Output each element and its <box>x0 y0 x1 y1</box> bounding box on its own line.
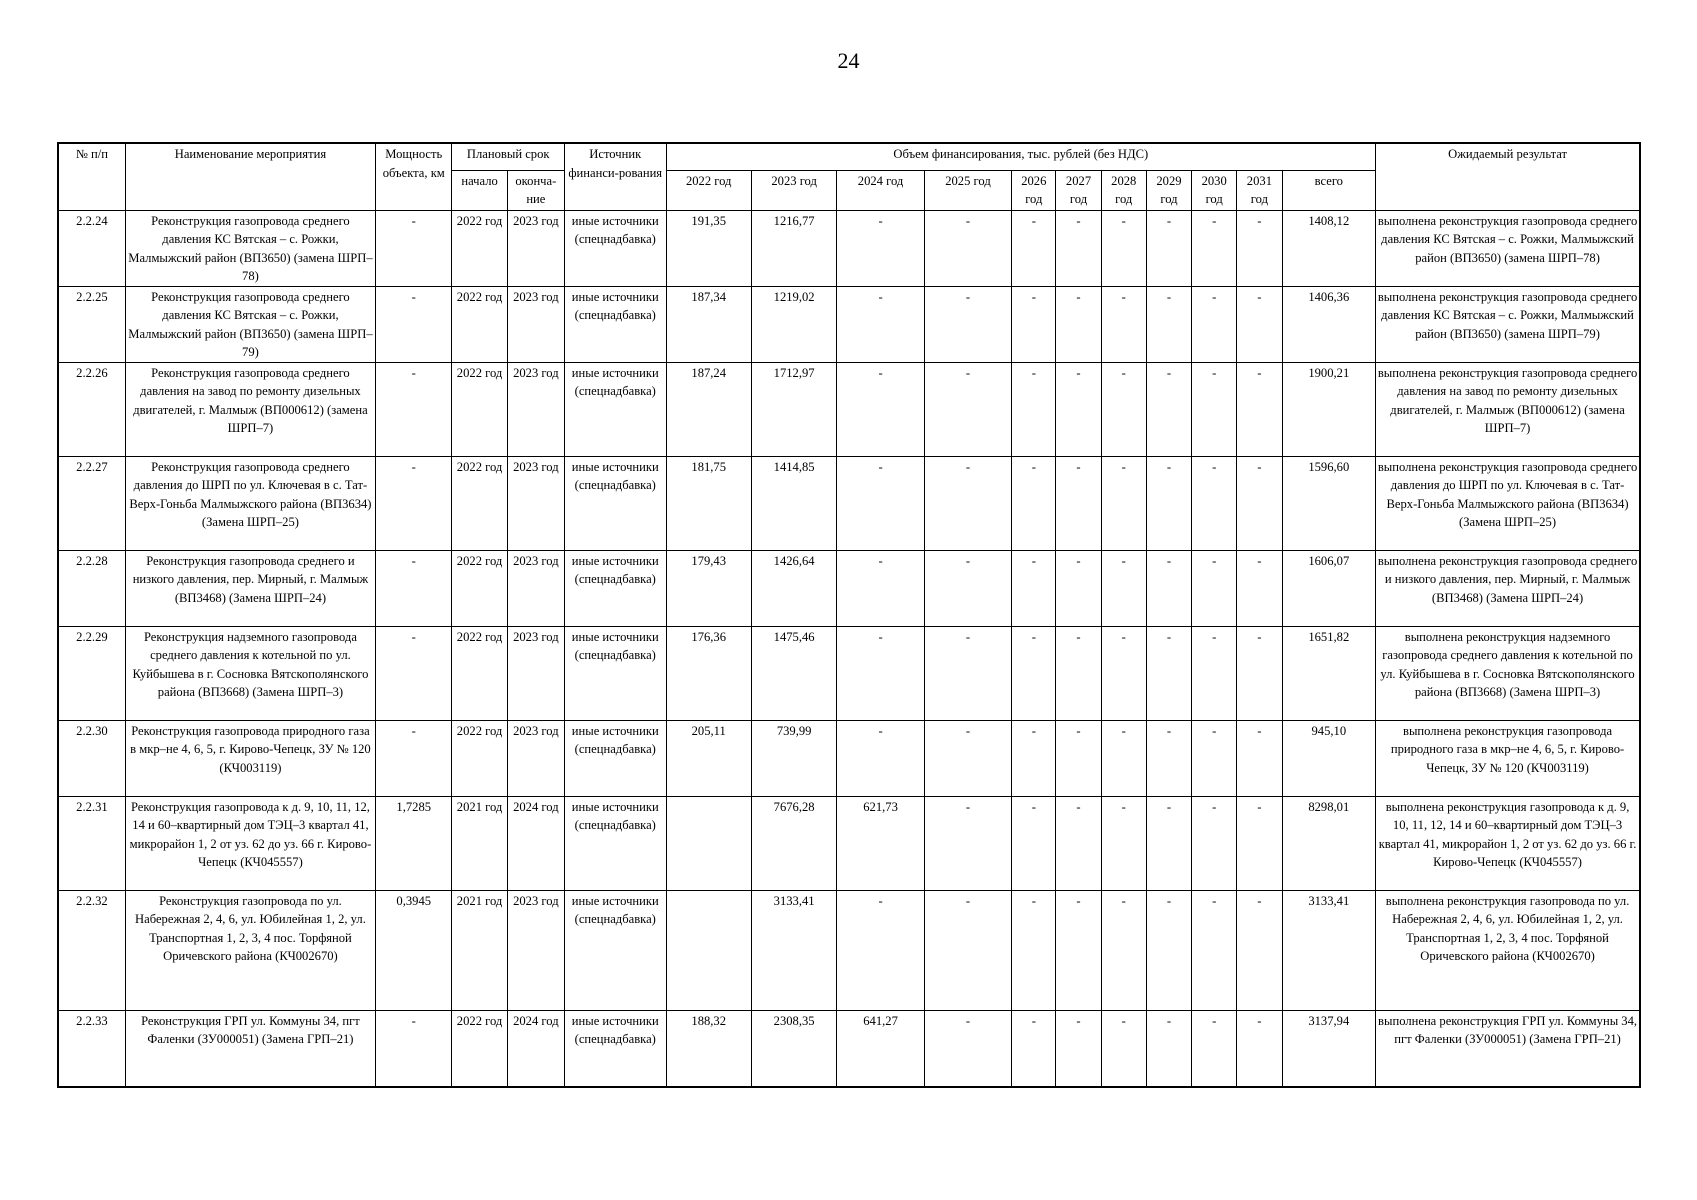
cell-2030: - <box>1192 890 1237 1010</box>
header-result: Ожидаемый результат <box>1376 143 1640 210</box>
cell-2022: 187,34 <box>666 286 751 362</box>
cell-start: 2021 год <box>452 796 507 890</box>
cell-2031: - <box>1237 286 1282 362</box>
table-row <box>58 210 1640 286</box>
cell-start: 2021 год <box>452 890 507 1010</box>
cell-2027: - <box>1056 286 1101 362</box>
cell-start: 2022 год <box>452 456 507 550</box>
cell-2027: - <box>1056 720 1101 796</box>
page-number: 24 <box>837 48 860 73</box>
cell-2023: 1712,97 <box>751 362 836 456</box>
cell-2024: - <box>837 626 924 720</box>
table-header <box>58 143 1640 210</box>
header-year-2023: 2023 год <box>751 170 836 210</box>
funding-plan-table <box>57 142 1641 1088</box>
cell-source: иные источники (спецнадбавка) <box>565 210 667 286</box>
cell-2030: - <box>1192 210 1237 286</box>
cell-2022 <box>666 890 751 1010</box>
cell-2030: - <box>1192 1010 1237 1087</box>
cell-total: 1406,36 <box>1282 286 1376 362</box>
cell-2029: - <box>1146 1010 1191 1087</box>
cell-2025: - <box>924 890 1011 1010</box>
cell-result: выполнена реконструкция газопровода среднего давления КС Вятская – с. Рожки, Малмыжский район (ВП3650) (замена ШРП–78) <box>1376 210 1640 286</box>
header-year-2031: 2031 год <box>1237 170 1282 210</box>
cell-2029: - <box>1146 796 1191 890</box>
cell-start: 2022 год <box>452 626 507 720</box>
cell-num: 2.2.27 <box>58 456 125 550</box>
cell-capacity: - <box>376 550 452 626</box>
cell-2026: - <box>1012 720 1056 796</box>
cell-2031: - <box>1237 550 1282 626</box>
table-body <box>58 210 1640 1087</box>
cell-num: 2.2.25 <box>58 286 125 362</box>
header-year-2029: 2029 год <box>1146 170 1191 210</box>
cell-total: 945,10 <box>1282 720 1376 796</box>
cell-capacity: 0,3945 <box>376 890 452 1010</box>
table-row <box>58 362 1640 456</box>
cell-start: 2022 год <box>452 550 507 626</box>
cell-end: 2023 год <box>507 720 564 796</box>
cell-2028: - <box>1101 626 1146 720</box>
cell-capacity: - <box>376 286 452 362</box>
cell-name: Реконструкция газопровода по ул. Набережная 2, 4, 6, ул. Юбилейная 1, 2, ул. Транспортная 1, 2, 3, 4 пос. Торфяной Оричевского района (КЧ002670) <box>125 890 375 1010</box>
cell-2022: 191,35 <box>666 210 751 286</box>
cell-2024: - <box>837 456 924 550</box>
cell-2027: - <box>1056 362 1101 456</box>
cell-2028: - <box>1101 796 1146 890</box>
cell-2031: - <box>1237 796 1282 890</box>
cell-2025: - <box>924 796 1011 890</box>
cell-source: иные источники (спецнадбавка) <box>565 550 667 626</box>
cell-2026: - <box>1012 626 1056 720</box>
cell-end: 2023 год <box>507 286 564 362</box>
cell-2031: - <box>1237 720 1282 796</box>
cell-2029: - <box>1146 626 1191 720</box>
cell-2027: - <box>1056 1010 1101 1087</box>
cell-2027: - <box>1056 890 1101 1010</box>
cell-2030: - <box>1192 456 1237 550</box>
cell-start: 2022 год <box>452 720 507 796</box>
cell-2024: - <box>837 210 924 286</box>
cell-2022 <box>666 796 751 890</box>
cell-num: 2.2.31 <box>58 796 125 890</box>
cell-2023: 739,99 <box>751 720 836 796</box>
cell-2024: - <box>837 720 924 796</box>
cell-name: Реконструкция газопровода к д. 9, 10, 11, 12, 14 и 60–квартирный дом ТЭЦ–3 квартал 41, микрорайон 1, 2 от уз. 62 до уз. 66 г. Кирово-Чепецк (КЧ045557) <box>125 796 375 890</box>
header-source: Источник финанси-рования <box>565 143 667 210</box>
cell-result: выполнена реконструкция газопровода среднего и низкого давления, пер. Мирный, г. Малмыж (ВП3468) (Замена ШРП–24) <box>1376 550 1640 626</box>
cell-capacity: - <box>376 456 452 550</box>
cell-2030: - <box>1192 286 1237 362</box>
cell-2026: - <box>1012 286 1056 362</box>
cell-2024: 621,73 <box>837 796 924 890</box>
cell-2030: - <box>1192 720 1237 796</box>
cell-source: иные источники (спецнадбавка) <box>565 456 667 550</box>
cell-result: выполнена реконструкция газопровода среднего давления КС Вятская – с. Рожки, Малмыжский район (ВП3650) (замена ШРП–79) <box>1376 286 1640 362</box>
cell-num: 2.2.30 <box>58 720 125 796</box>
cell-end: 2023 год <box>507 456 564 550</box>
header-year-2028: 2028 год <box>1101 170 1146 210</box>
cell-2030: - <box>1192 362 1237 456</box>
header-year-2030: 2030 год <box>1192 170 1237 210</box>
cell-2030: - <box>1192 796 1237 890</box>
cell-name: Реконструкция ГРП ул. Коммуны 34, пгт Фаленки (ЗУ000051) (Замена ГРП–21) <box>125 1010 375 1087</box>
cell-2028: - <box>1101 890 1146 1010</box>
cell-name: Реконструкция надземного газопровода среднего давления к котельной по ул. Куйбышева в г. Сосновка Вятскополянского района (ВП3668) (Замена ШРП–3) <box>125 626 375 720</box>
cell-source: иные источники (спецнадбавка) <box>565 890 667 1010</box>
cell-capacity: - <box>376 210 452 286</box>
header-total: всего <box>1282 170 1376 210</box>
cell-2023: 1475,46 <box>751 626 836 720</box>
table-row <box>58 796 1640 890</box>
cell-num: 2.2.24 <box>58 210 125 286</box>
cell-num: 2.2.28 <box>58 550 125 626</box>
cell-2024: - <box>837 286 924 362</box>
cell-capacity: - <box>376 362 452 456</box>
cell-2031: - <box>1237 362 1282 456</box>
cell-2022: 188,32 <box>666 1010 751 1087</box>
cell-2031: - <box>1237 1010 1282 1087</box>
header-year-2025: 2025 год <box>924 170 1011 210</box>
cell-num: 2.2.33 <box>58 1010 125 1087</box>
cell-result: выполнена реконструкция газопровода среднего давления до ШРП по ул. Ключевая в с. Тат-Верх-Гоньба Малмыжского района (ВП3634) (Замена ШРП–25) <box>1376 456 1640 550</box>
cell-2028: - <box>1101 1010 1146 1087</box>
cell-end: 2023 год <box>507 626 564 720</box>
cell-2022: 187,24 <box>666 362 751 456</box>
header-capacity: Мощность объекта, км <box>376 143 452 210</box>
cell-2023: 7676,28 <box>751 796 836 890</box>
header-start: начало <box>452 170 507 210</box>
cell-start: 2022 год <box>452 210 507 286</box>
cell-2026: - <box>1012 362 1056 456</box>
cell-result: выполнена реконструкция газопровода природного газа в мкр–не 4, 6, 5, г. Кирово-Чепецк, ЗУ № 120 (КЧ003119) <box>1376 720 1640 796</box>
cell-2022: 179,43 <box>666 550 751 626</box>
header-name: Наименование мероприятия <box>125 143 375 210</box>
cell-2022: 181,75 <box>666 456 751 550</box>
table-row <box>58 286 1640 362</box>
cell-source: иные источники (спецнадбавка) <box>565 1010 667 1087</box>
cell-name: Реконструкция газопровода природного газа в мкр–не 4, 6, 5, г. Кирово-Чепецк, ЗУ № 120 (КЧ003119) <box>125 720 375 796</box>
cell-total: 1596,60 <box>1282 456 1376 550</box>
table-row <box>58 456 1640 550</box>
cell-2028: - <box>1101 456 1146 550</box>
cell-2029: - <box>1146 550 1191 626</box>
cell-2023: 1216,77 <box>751 210 836 286</box>
table-row <box>58 550 1640 626</box>
cell-2028: - <box>1101 362 1146 456</box>
cell-total: 1651,82 <box>1282 626 1376 720</box>
cell-2027: - <box>1056 796 1101 890</box>
cell-2026: - <box>1012 890 1056 1010</box>
cell-2029: - <box>1146 456 1191 550</box>
cell-2027: - <box>1056 626 1101 720</box>
cell-2023: 3133,41 <box>751 890 836 1010</box>
cell-end: 2024 год <box>507 1010 564 1087</box>
cell-2025: - <box>924 720 1011 796</box>
cell-name: Реконструкция газопровода среднего давления КС Вятская – с. Рожки, Малмыжский район (ВП3650) (замена ШРП–79) <box>125 286 375 362</box>
cell-2024: - <box>837 362 924 456</box>
cell-result: выполнена реконструкция газопровода к д. 9, 10, 11, 12, 14 и 60–квартирный дом ТЭЦ–3 квартал 41, микрорайон 1, 2 от уз. 62 до уз. 66 г. Кирово-Чепецк (КЧ045557) <box>1376 796 1640 890</box>
cell-2027: - <box>1056 210 1101 286</box>
cell-start: 2022 год <box>452 1010 507 1087</box>
cell-2028: - <box>1101 210 1146 286</box>
cell-source: иные источники (спецнадбавка) <box>565 286 667 362</box>
header-funding: Объем финансирования, тыс. рублей (без НДС) <box>666 143 1376 170</box>
cell-2025: - <box>924 210 1011 286</box>
cell-total: 1900,21 <box>1282 362 1376 456</box>
header-year-2022: 2022 год <box>666 170 751 210</box>
cell-2026: - <box>1012 796 1056 890</box>
cell-end: 2023 год <box>507 210 564 286</box>
cell-2030: - <box>1192 626 1237 720</box>
cell-2031: - <box>1237 456 1282 550</box>
cell-end: 2023 год <box>507 890 564 1010</box>
cell-2022: 205,11 <box>666 720 751 796</box>
cell-2028: - <box>1101 720 1146 796</box>
cell-2031: - <box>1237 626 1282 720</box>
cell-2025: - <box>924 286 1011 362</box>
cell-2029: - <box>1146 720 1191 796</box>
cell-capacity: - <box>376 626 452 720</box>
cell-2029: - <box>1146 210 1191 286</box>
cell-num: 2.2.32 <box>58 890 125 1010</box>
header-num: № п/п <box>58 143 125 210</box>
cell-result: выполнена реконструкция газопровода по ул. Набережная 2, 4, 6, ул. Юбилейная 1, 2, ул. Транспортная 1, 2, 3, 4 пос. Торфяной Оричевского района (КЧ002670) <box>1376 890 1640 1010</box>
cell-2022: 176,36 <box>666 626 751 720</box>
header-year-2027: 2027 год <box>1056 170 1101 210</box>
cell-name: Реконструкция газопровода среднего давления до ШРП по ул. Ключевая в с. Тат-Верх-Гоньба Малмыжского района (ВП3634) (Замена ШРП–25) <box>125 456 375 550</box>
cell-2023: 2308,35 <box>751 1010 836 1087</box>
cell-2023: 1219,02 <box>751 286 836 362</box>
cell-end: 2024 год <box>507 796 564 890</box>
cell-2025: - <box>924 550 1011 626</box>
table-row <box>58 720 1640 796</box>
table-row <box>58 626 1640 720</box>
cell-result: выполнена реконструкция газопровода среднего давления на завод по ремонту дизельных двигателей, г. Малмыж (ВП000612) (замена ШРП–7) <box>1376 362 1640 456</box>
cell-result: выполнена реконструкция ГРП ул. Коммуны 34, пгт Фаленки (ЗУ000051) (Замена ГРП–21) <box>1376 1010 1640 1087</box>
cell-num: 2.2.29 <box>58 626 125 720</box>
cell-2031: - <box>1237 890 1282 1010</box>
cell-total: 1408,12 <box>1282 210 1376 286</box>
cell-name: Реконструкция газопровода среднего давления КС Вятская – с. Рожки, Малмыжский район (ВП3650) (замена ШРП–78) <box>125 210 375 286</box>
cell-2025: - <box>924 456 1011 550</box>
cell-2028: - <box>1101 286 1146 362</box>
cell-num: 2.2.26 <box>58 362 125 456</box>
cell-result: выполнена реконструкция надземного газопровода среднего давления к котельной по ул. Куйбышева в г. Сосновка Вятскополянского района (ВП3668) (Замена ШРП–3) <box>1376 626 1640 720</box>
cell-2028: - <box>1101 550 1146 626</box>
cell-2026: - <box>1012 1010 1056 1087</box>
cell-2031: - <box>1237 210 1282 286</box>
cell-2029: - <box>1146 362 1191 456</box>
cell-total: 1606,07 <box>1282 550 1376 626</box>
header-year-2026: 2026 год <box>1012 170 1056 210</box>
cell-2030: - <box>1192 550 1237 626</box>
cell-capacity: 1,7285 <box>376 796 452 890</box>
cell-2025: - <box>924 362 1011 456</box>
table-row <box>58 1010 1640 1087</box>
cell-2026: - <box>1012 456 1056 550</box>
cell-2029: - <box>1146 286 1191 362</box>
cell-total: 8298,01 <box>1282 796 1376 890</box>
cell-2025: - <box>924 1010 1011 1087</box>
cell-2029: - <box>1146 890 1191 1010</box>
cell-2024: - <box>837 890 924 1010</box>
cell-2025: - <box>924 626 1011 720</box>
cell-source: иные источники (спецнадбавка) <box>565 720 667 796</box>
cell-2024: 641,27 <box>837 1010 924 1087</box>
cell-name: Реконструкция газопровода среднего давления на завод по ремонту дизельных двигателей, г. Малмыж (ВП000612) (замена ШРП–7) <box>125 362 375 456</box>
cell-total: 3133,41 <box>1282 890 1376 1010</box>
cell-start: 2022 год <box>452 362 507 456</box>
header-plan-term: Плановый срок <box>452 143 565 170</box>
cell-end: 2023 год <box>507 550 564 626</box>
cell-source: иные источники (спецнадбавка) <box>565 796 667 890</box>
cell-2027: - <box>1056 550 1101 626</box>
cell-2027: - <box>1056 456 1101 550</box>
cell-end: 2023 год <box>507 362 564 456</box>
cell-2026: - <box>1012 550 1056 626</box>
cell-source: иные источники (спецнадбавка) <box>565 626 667 720</box>
cell-name: Реконструкция газопровода среднего и низкого давления, пер. Мирный, г. Малмыж (ВП3468) (Замена ШРП–24) <box>125 550 375 626</box>
table-row <box>58 890 1640 1010</box>
cell-source: иные источники (спецнадбавка) <box>565 362 667 456</box>
cell-2023: 1426,64 <box>751 550 836 626</box>
cell-2026: - <box>1012 210 1056 286</box>
cell-start: 2022 год <box>452 286 507 362</box>
cell-capacity: - <box>376 720 452 796</box>
cell-total: 3137,94 <box>1282 1010 1376 1087</box>
header-year-2024: 2024 год <box>837 170 924 210</box>
header-end: оконча-ние <box>507 170 564 210</box>
cell-2024: - <box>837 550 924 626</box>
cell-2023: 1414,85 <box>751 456 836 550</box>
cell-capacity: - <box>376 1010 452 1087</box>
